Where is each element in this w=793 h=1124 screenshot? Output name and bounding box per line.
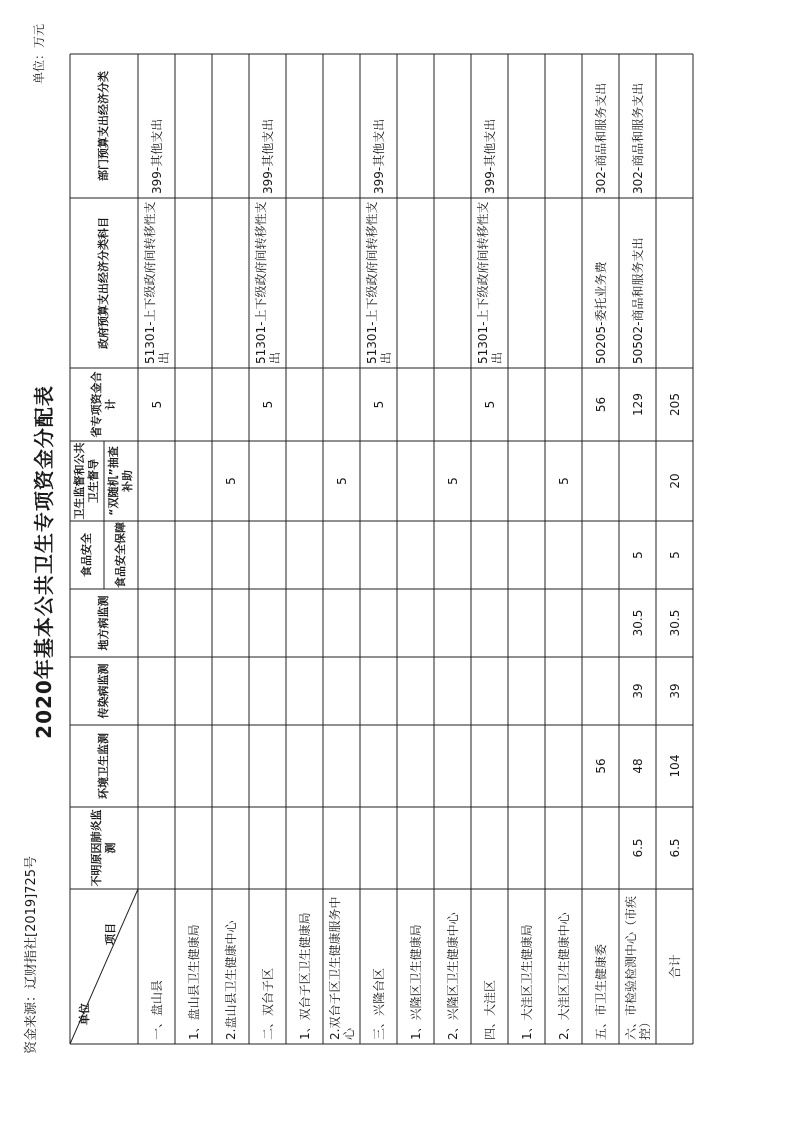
table-cell-c4: 30.5 bbox=[630, 609, 645, 637]
table-cell-c6 bbox=[508, 441, 545, 521]
table-cell-c2 bbox=[508, 725, 545, 807]
table-cell-gov bbox=[323, 198, 360, 368]
header-c2: 环境卫生监测 bbox=[97, 733, 110, 799]
table-cell-c5: 5 bbox=[667, 551, 682, 559]
table-cell-dept bbox=[286, 54, 323, 198]
table-cell-c4 bbox=[397, 589, 434, 657]
table-cell-c1 bbox=[360, 807, 397, 889]
table-cell-c1 bbox=[434, 807, 471, 889]
table-cell-c5 bbox=[397, 521, 434, 589]
table-cell-gov bbox=[434, 198, 471, 368]
header-total: 省专项资金合计 bbox=[90, 371, 117, 438]
table-cell-total bbox=[323, 368, 360, 441]
table-cell-c5 bbox=[175, 521, 212, 589]
table-cell-c3 bbox=[360, 657, 397, 725]
table-cell-dept bbox=[397, 54, 434, 198]
table-cell-total: 129 bbox=[630, 393, 645, 416]
table-cell-c4 bbox=[323, 589, 360, 657]
table-cell-c5 bbox=[212, 521, 249, 589]
table-cell-name: 2.双台子区卫生健康服务中心 bbox=[327, 896, 356, 1040]
header-super-group: 卫生监督和公共卫生督导 bbox=[73, 442, 100, 520]
table-cell-dept: 399-其他支出 bbox=[482, 118, 497, 194]
table-cell-c5 bbox=[249, 521, 286, 589]
table-cell-total bbox=[434, 368, 471, 441]
table-cell-name: 1、双台子区卫生健康局 bbox=[297, 912, 312, 1040]
table-cell-dept: 302-商品和服务支出 bbox=[630, 82, 645, 194]
table-cell-c4 bbox=[286, 589, 323, 657]
table-cell-c4 bbox=[138, 589, 175, 657]
table-cell-name: 六、市检验检测中心（市疾控） bbox=[623, 895, 652, 1040]
table-cell-total bbox=[508, 368, 545, 441]
table-cell-gov bbox=[508, 198, 545, 368]
table-cell-c5 bbox=[471, 521, 508, 589]
table-cell-total: 205 bbox=[667, 393, 682, 416]
table-cell-c3 bbox=[434, 657, 471, 725]
table-cell-dept: 302-商品和服务支出 bbox=[593, 82, 608, 194]
header-c5: 食品安全保障 bbox=[114, 522, 127, 588]
table-cell-gov: 50205-委托业务费 bbox=[593, 261, 608, 364]
header-gov-class: 政府预算支出经济分类科目 bbox=[97, 217, 110, 349]
table-cell-dept: 399-其他支出 bbox=[371, 118, 386, 194]
table-cell-c1 bbox=[249, 807, 286, 889]
table-cell-name: 五、市卫生健康委 bbox=[593, 943, 608, 1040]
page-title: 2020年基本公共卫生专项资金分配表 bbox=[32, 385, 56, 739]
table-cell-name: 1、大洼区卫生健康局 bbox=[519, 924, 534, 1040]
table-cell-dept bbox=[545, 54, 582, 198]
table-cell-c5 bbox=[508, 521, 545, 589]
table-cell-dept bbox=[323, 54, 360, 198]
header-c1: 不明原因肺炎监测 bbox=[90, 809, 117, 887]
table-cell-c3 bbox=[508, 657, 545, 725]
table-cell-gov bbox=[286, 198, 323, 368]
table-cell-c2 bbox=[323, 725, 360, 807]
table-cell-gov bbox=[397, 198, 434, 368]
header-corner-item: 项目 bbox=[104, 923, 117, 945]
table-cell-c2 bbox=[397, 725, 434, 807]
table-cell-c4: 30.5 bbox=[667, 609, 682, 637]
table-cell-dept bbox=[175, 54, 212, 198]
table-cell-c1 bbox=[286, 807, 323, 889]
table-cell-c2 bbox=[286, 725, 323, 807]
table-cell-name: 四、大洼区 bbox=[482, 979, 497, 1040]
table-cell-c2 bbox=[360, 725, 397, 807]
table-cell-gov: 51301-上下级政府间转移性支出 bbox=[364, 201, 393, 364]
unit-label: 单位：万元 bbox=[32, 23, 46, 84]
table-cell-c4 bbox=[471, 589, 508, 657]
table-cell-c2 bbox=[212, 725, 249, 807]
table-cell-c1 bbox=[508, 807, 545, 889]
table-cell-name: 2、兴隆区卫生健康中心 bbox=[445, 912, 460, 1040]
header-c6: “双随机”抽查补助 bbox=[107, 446, 134, 516]
table-cell-c5 bbox=[286, 521, 323, 589]
table-cell-total bbox=[175, 368, 212, 441]
table-cell-c1 bbox=[582, 807, 619, 889]
table-cell-name: 1、兴隆区卫生健康局 bbox=[408, 924, 423, 1040]
table-cell-c6: 5 bbox=[334, 477, 349, 485]
table-cell-c6 bbox=[471, 441, 508, 521]
table-cell-dept: 399-其他支出 bbox=[149, 118, 164, 194]
header-corner-unit: 单位 bbox=[78, 1003, 91, 1025]
table-cell-dept bbox=[434, 54, 471, 198]
table-cell-name: 合计 bbox=[667, 954, 682, 979]
table-cell-dept: 399-其他支出 bbox=[260, 118, 275, 194]
table-cell-gov bbox=[656, 198, 693, 368]
table-cell-total bbox=[397, 368, 434, 441]
table-cell-c1: 6.5 bbox=[630, 838, 645, 858]
table-cell-c1 bbox=[138, 807, 175, 889]
table-cell-c4 bbox=[175, 589, 212, 657]
table-cell-gov: 51301-上下级政府间转移性支出 bbox=[253, 201, 282, 364]
table-cell-total: 5 bbox=[482, 400, 497, 409]
table-cell-c3: 39 bbox=[667, 683, 682, 699]
table-cell-gov: 50502-商品和服务支出 bbox=[630, 237, 645, 364]
table-cell-dept bbox=[508, 54, 545, 198]
table-cell-c6 bbox=[360, 441, 397, 521]
table-cell-total: 56 bbox=[593, 396, 608, 413]
header-c4: 地方病监测 bbox=[97, 595, 110, 651]
table-cell-gov bbox=[212, 198, 249, 368]
table-cell-gov: 51301-上下级政府间转移性支出 bbox=[475, 201, 504, 364]
funding-source: 资金来源：辽财指社[2019]725号 bbox=[24, 855, 39, 1054]
table-cell-c6 bbox=[397, 441, 434, 521]
table-cell-c3 bbox=[397, 657, 434, 725]
table-cell-c2: 104 bbox=[667, 754, 682, 778]
table-cell-c4 bbox=[582, 589, 619, 657]
table-cell-c1 bbox=[175, 807, 212, 889]
table-cell-c3 bbox=[471, 657, 508, 725]
table-cell-c6 bbox=[286, 441, 323, 521]
table-cell-total: 5 bbox=[371, 400, 386, 409]
table-cell-name: 二、双台子区 bbox=[260, 967, 275, 1040]
table-cell-name: 2、大洼区卫生健康中心 bbox=[556, 912, 571, 1040]
table-cell-c3 bbox=[249, 657, 286, 725]
table-cell-c2 bbox=[138, 725, 175, 807]
table-cell-c2 bbox=[434, 725, 471, 807]
table-cell-c2 bbox=[545, 725, 582, 807]
table-cell-total bbox=[212, 368, 249, 441]
table-cell-total: 5 bbox=[260, 400, 275, 409]
table-cell-c6 bbox=[582, 441, 619, 521]
table-cell-c6: 5 bbox=[223, 477, 238, 485]
table-cell-c6 bbox=[619, 441, 656, 521]
table-cell-c4 bbox=[360, 589, 397, 657]
table-cell-total bbox=[286, 368, 323, 441]
header-food-group: 食品安全 bbox=[80, 533, 93, 577]
table-cell-c4 bbox=[212, 589, 249, 657]
table-cell-gov bbox=[545, 198, 582, 368]
table-cell-c6: 20 bbox=[667, 473, 682, 489]
table-cell-gov: 51301-上下级政府间转移性支出 bbox=[142, 201, 171, 364]
header-c3: 传染病监测 bbox=[97, 663, 110, 719]
table-cell-gov bbox=[175, 198, 212, 368]
header-dept-class: 部门预算支出经济分类 bbox=[97, 71, 110, 181]
table-cell-c3 bbox=[212, 657, 249, 725]
table-cell-c3 bbox=[545, 657, 582, 725]
table-cell-c2: 48 bbox=[630, 758, 645, 774]
table-cell-c4 bbox=[434, 589, 471, 657]
table-cell-total bbox=[545, 368, 582, 441]
table-cell-c3 bbox=[582, 657, 619, 725]
table-cell-c3 bbox=[175, 657, 212, 725]
table-cell-c3 bbox=[286, 657, 323, 725]
table-cell-c1 bbox=[397, 807, 434, 889]
table-cell-name: 三、兴隆台区 bbox=[371, 967, 386, 1040]
table-cell-dept bbox=[212, 54, 249, 198]
table-cell-c2: 56 bbox=[593, 758, 608, 774]
table-cell-c5 bbox=[545, 521, 582, 589]
table-cell-c4 bbox=[249, 589, 286, 657]
table-cell-c5 bbox=[434, 521, 471, 589]
table-cell-c6 bbox=[249, 441, 286, 521]
table-cell-c3 bbox=[323, 657, 360, 725]
table-cell-c5 bbox=[360, 521, 397, 589]
table-cell-c1 bbox=[323, 807, 360, 889]
table-cell-c5 bbox=[323, 521, 360, 589]
table-cell-name: 1、盘山县卫生健康局 bbox=[186, 924, 201, 1040]
table-cell-c6 bbox=[175, 441, 212, 521]
table-cell-c3: 39 bbox=[630, 683, 645, 699]
table-cell-c6: 5 bbox=[445, 477, 460, 485]
table-cell-c1: 6.5 bbox=[667, 838, 682, 858]
table-cell-c1 bbox=[471, 807, 508, 889]
table-cell-c5 bbox=[582, 521, 619, 589]
table-cell-c2 bbox=[249, 725, 286, 807]
table-cell-c5: 5 bbox=[630, 551, 645, 559]
table-cell-c4 bbox=[545, 589, 582, 657]
table-cell-c6: 5 bbox=[556, 477, 571, 485]
table-cell-c6 bbox=[138, 441, 175, 521]
table-cell-c5 bbox=[138, 521, 175, 589]
table-cell-name: 2.盘山县卫生健康中心 bbox=[223, 920, 238, 1040]
table-cell-c1 bbox=[212, 807, 249, 889]
table-cell-c4 bbox=[508, 589, 545, 657]
table-cell-c2 bbox=[175, 725, 212, 807]
table-cell-dept bbox=[656, 54, 693, 198]
table-cell-c3 bbox=[138, 657, 175, 725]
table-cell-c2 bbox=[471, 725, 508, 807]
table-cell-name: 一、盘山县 bbox=[149, 979, 164, 1040]
table-cell-total: 5 bbox=[149, 400, 164, 409]
table-cell-c1 bbox=[545, 807, 582, 889]
